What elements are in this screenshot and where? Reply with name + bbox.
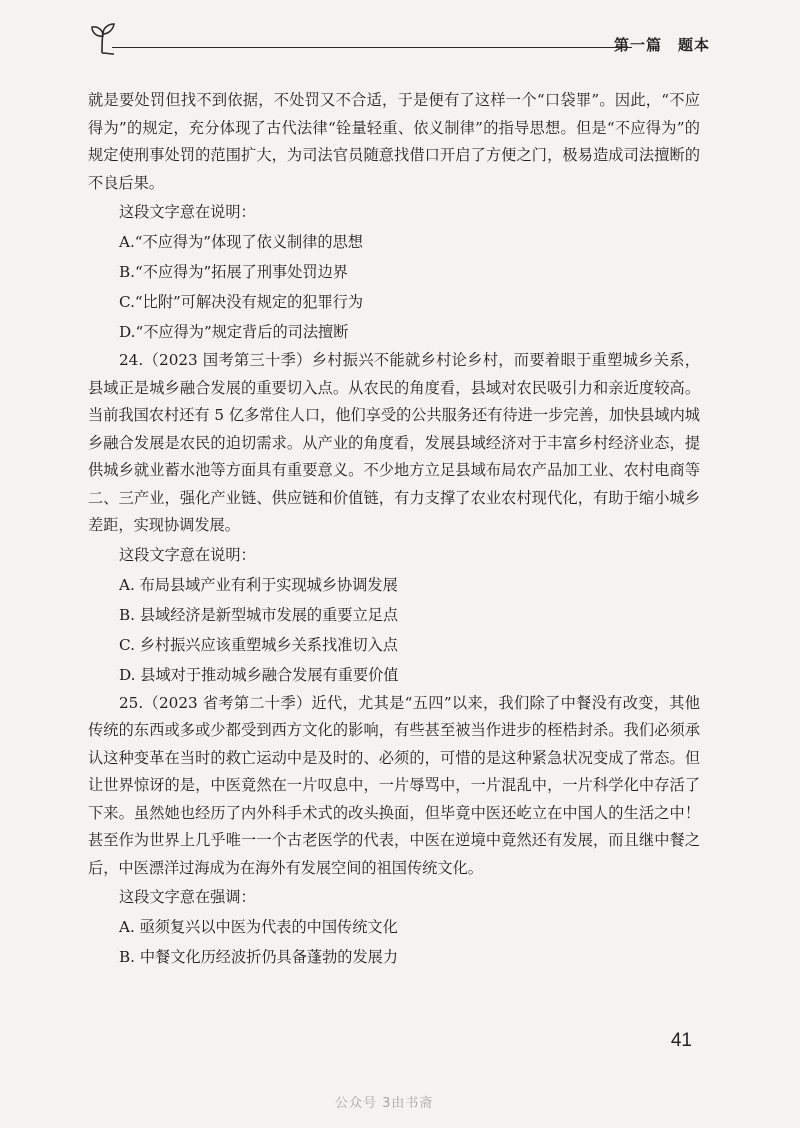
question-25-stem: 这段文字意在强调： [119,888,256,906]
section-title: 第一篇 题本 [613,36,710,54]
question-24-text: 24.（2023 国考第三十季）乡村振兴不能就乡村论乡村，而要着眼于重塑城乡关系，县域正是城乡融合发展的重要切入点。从农民的角度看，县域对农民吸引力和亲近度较高。当前我国农村还有 5 亿多常住人口，他们享受的公共服务还有待进一步完善，加快县域内城乡融合发展是农民的迫切需求。从产业的角度看，发展县域经济对于丰富乡村经济业态，提供城乡就业蓄水池等方面具有重要意义。不少地方立足县域布局农产品加工业、农村电商等二、三产业，强化产业链、供应链和价值链，有力支撑了农业农村现代化，有助于缩小城乡差距，实现协调发展。 [88,351,700,534]
question-24-option-b: B. 县域经济是新型城市发展的重要立足点 [119,605,399,624]
question-25-option-b: B. 中餐文化历经波折仍具备蓬勃的发展力 [119,948,399,966]
page-number: 41 [670,1030,692,1051]
question-24-stem: 这段文字意在说明： [119,545,256,564]
page-header [88,20,710,60]
question-24-option-d: D. 县域对于推动城乡融合发展有重要价值 [119,665,399,684]
question-24-option-c: C. 乡村振兴应该重塑城乡关系找准切入点 [119,635,398,654]
question-24-option-a: A. 布局县域产业有利于实现城乡协调发展 [119,575,398,594]
watermark: 公众号 3由书斋 [335,1096,434,1111]
question-23-option-b: B.“不应得为”拓展了刑事处罚边界 [119,263,348,281]
question-25-text: 25.（2023 省考第二十季）近代，尤其是“五四”以来，我们除了中餐没有改变，其他传统的东西或多或少都受到西方文化的影响，有些甚至被当作进步的桎梏封杀。我们必须承认这种变革在当时的救亡运动中是及时的、必须的，可惜的是这种紧急状况变成了常态。但让世界惊讶的是，中医竟然在一片叹息中，一片辱骂中，一片混乱中，一片科学化中存活了下来。虽然她也经历了内外科手术式的改头换面，但毕竟中医还屹立在中国人的生活之中！甚至作为世界上几乎唯一一个古老医学的代表，中医在逆境中竟然还有发展，而且继中餐之后，中医漂洋过海成为在海外有发展空间的祖国传统文化。 [88,693,700,877]
question-25-option-a: A. 亟须复兴以中医为代表的中国传统文化 [119,918,398,936]
passage-23-tail: 就是要处罚但找不到依据，不处罚又不合适，于是便有了这样一个“口袋罪”。因此，“不应得为”的规定，充分体现了古代法律“铨量轻重、依义制律”的指导思想。但是“不应得为”的规定使刑事处罚的范围扩大，为司法官员随意找借口开启了方便之门，极易造成司法擅断的不良后果。 [88,91,700,192]
question-23-option-c: C.“比附”可解决没有规定的犯罪行为 [119,293,364,311]
question-23-stem: 这段文字意在说明： [119,203,256,221]
question-23-option-a: A.“不应得为”体现了依义制律的思想 [119,233,363,251]
header-rule [112,47,632,48]
sprout-icon [88,22,118,56]
page-content [88,87,700,972]
question-23-option-d: D.“不应得为”规定背后的司法擅断 [119,323,349,341]
